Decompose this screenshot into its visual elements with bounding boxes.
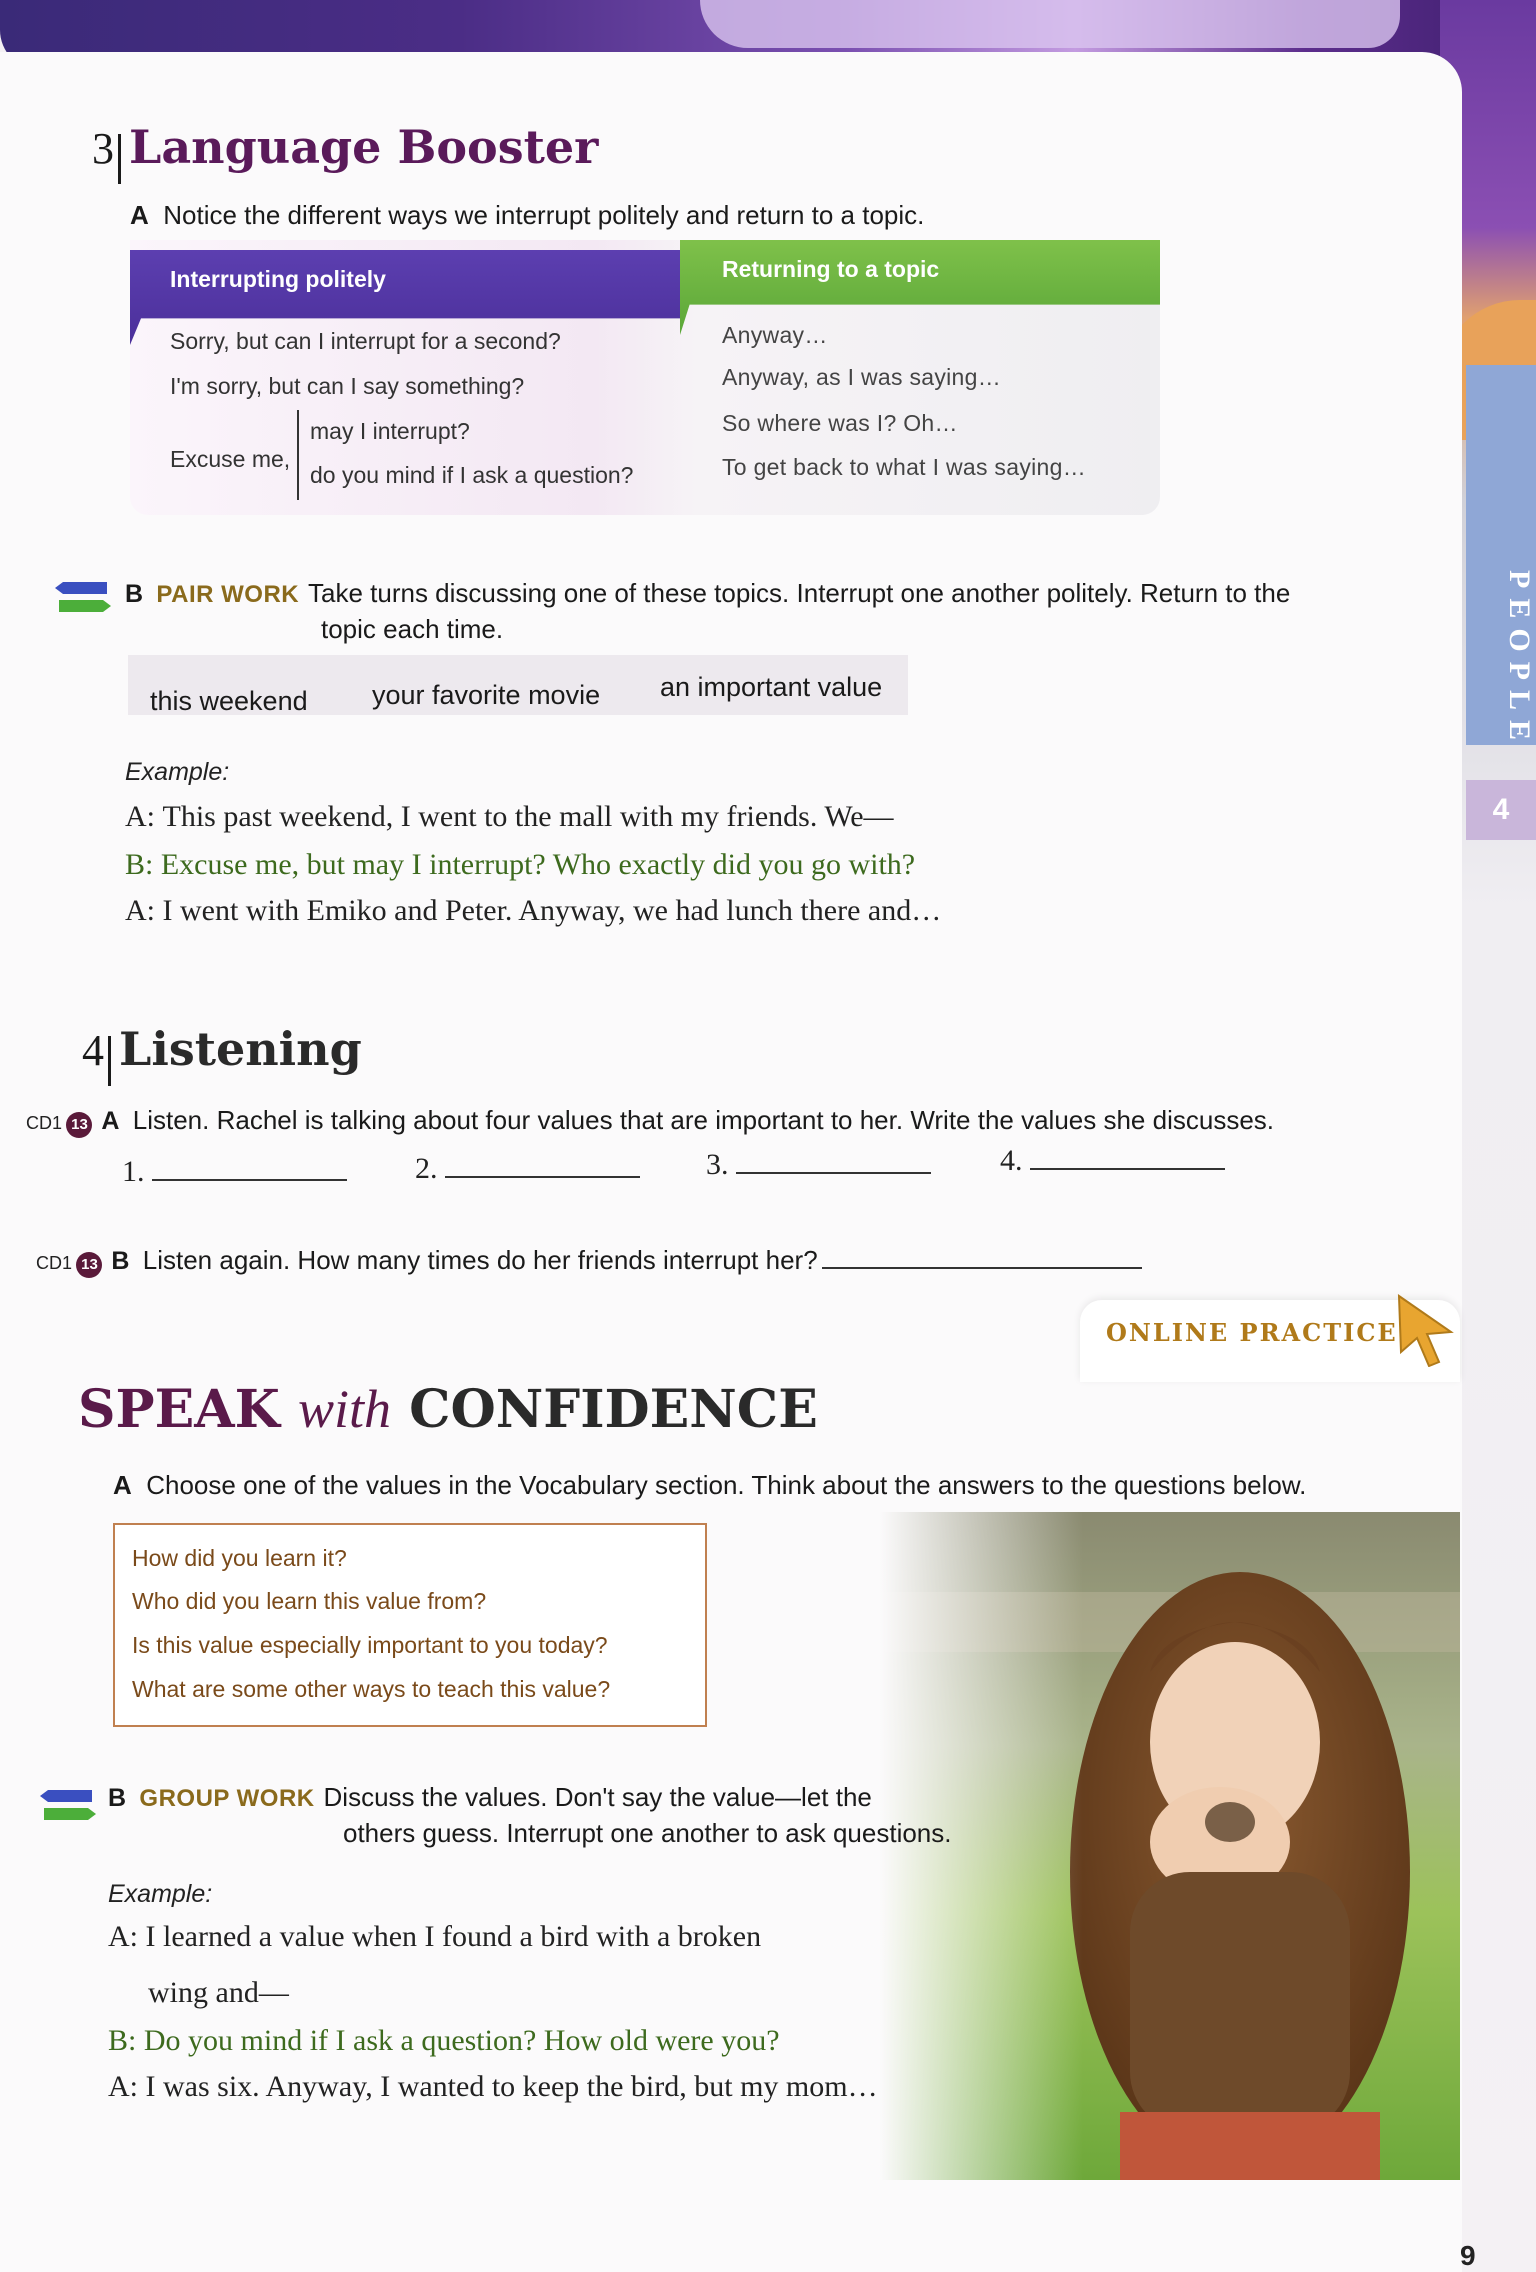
topic-item: your favorite movie bbox=[372, 680, 601, 710]
instruction-text: Choose one of the values in the Vocabulary section. Think about the answers to the questions below. bbox=[146, 1470, 1307, 1500]
section-number: 4 bbox=[82, 1026, 104, 1075]
item-letter: B bbox=[111, 1247, 130, 1275]
pair-work-icon bbox=[55, 580, 111, 616]
cd-label: CD1 bbox=[26, 1113, 63, 1133]
section3-b-instruction bbox=[125, 578, 1385, 609]
example-line: A: I went with Emiko and Peter. Anyway, we had lunch there and… bbox=[125, 894, 942, 927]
item-letter: B bbox=[108, 1784, 127, 1812]
col2-row: Anyway, as I was saying… bbox=[722, 364, 1002, 390]
instruction-text: Notice the different ways we interrupt politely and return to a topic. bbox=[163, 200, 925, 230]
example-line: A: I learned a value when I found a bird with a broken bbox=[108, 1920, 762, 1953]
speak-b-instruction bbox=[108, 1782, 1008, 1813]
cursor-arrow-icon bbox=[1395, 1292, 1455, 1367]
col2-row: So where was I? Oh… bbox=[722, 410, 958, 436]
col1-excuse-option: do you mind if I ask a question? bbox=[310, 462, 634, 488]
instruction-text: Listen. Rachel is talking about four values that are important to her. Write the values she discusses. bbox=[132, 1105, 1274, 1135]
col1-excuse-option: may I interrupt? bbox=[310, 418, 470, 444]
example-label: Example: bbox=[125, 758, 230, 786]
girl-with-bird-photo bbox=[880, 1512, 1460, 2180]
track-number: 13 bbox=[76, 1252, 102, 1278]
bracket-line bbox=[297, 410, 299, 500]
section4-b-instruction bbox=[36, 1245, 1236, 1278]
instruction-text: Take turns discussing one of these topics. Interrupt one another politely. Return to the bbox=[308, 578, 1291, 608]
instruction-text: Discuss the values. Don't say the value—let the bbox=[323, 1782, 872, 1812]
col1-header: Interrupting politely bbox=[170, 266, 386, 292]
instruction-text: Listen again. How many times do her friends interrupt her? bbox=[142, 1245, 818, 1275]
speak-heading bbox=[78, 1378, 818, 1440]
answer-blank[interactable]: 2. bbox=[415, 1152, 640, 1186]
question-item: Who did you learn this value from? bbox=[132, 1588, 487, 1614]
topic-item: this weekend bbox=[150, 686, 308, 716]
instruction-text-cont: others guess. Interrupt one another to ask questions. bbox=[343, 1818, 952, 1848]
answer-blank[interactable]: 4. bbox=[1000, 1144, 1225, 1178]
speak-title-part: with bbox=[297, 1379, 391, 1439]
col2-row: To get back to what I was saying… bbox=[722, 454, 1087, 480]
example-line: B: Excuse me, but may I interrupt? Who exactly did you go with? bbox=[125, 848, 916, 881]
top-decorative-wave-light bbox=[700, 0, 1400, 48]
pair-work-label: PAIR WORK bbox=[156, 581, 300, 608]
speak-title-part: SPEAK bbox=[78, 1379, 280, 1440]
page-number: 9 bbox=[1460, 2240, 1476, 2271]
section3-a-instruction bbox=[130, 200, 924, 231]
section3-heading bbox=[92, 120, 598, 184]
item-letter: A bbox=[130, 200, 149, 230]
col1-row: Sorry, but can I interrupt for a second? bbox=[170, 328, 561, 354]
section4-a-instruction bbox=[26, 1105, 1426, 1138]
col2-header: Returning to a topic bbox=[722, 256, 940, 282]
answer-blank[interactable] bbox=[822, 1263, 1142, 1269]
col2-row: Anyway… bbox=[722, 322, 828, 348]
col1-excuse-prefix: Excuse me, bbox=[170, 446, 291, 472]
answer-blank[interactable]: 1. bbox=[122, 1155, 347, 1189]
example-line: A: This past weekend, I went to the mall with my friends. We— bbox=[125, 800, 894, 833]
col1-row: I'm sorry, but can I say something? bbox=[170, 373, 525, 399]
track-number: 13 bbox=[66, 1112, 92, 1138]
section-title: Listening bbox=[119, 1022, 362, 1076]
answer-blank[interactable]: 3. bbox=[706, 1148, 931, 1182]
question-item: What are some other ways to teach this value? bbox=[132, 1676, 611, 1702]
example-line: B: Do you mind if I ask a question? How old were you? bbox=[108, 2024, 780, 2057]
section-title: Language Booster bbox=[129, 120, 599, 174]
question-item: Is this value especially important to you today? bbox=[132, 1632, 608, 1658]
online-practice-label[interactable]: ONLINE PRACTICE bbox=[1106, 1318, 1398, 1347]
item-letter: B bbox=[125, 580, 144, 608]
question-item: How did you learn it? bbox=[132, 1545, 347, 1571]
example-line-cont: wing and— bbox=[148, 1976, 289, 2009]
speak-a-instruction bbox=[113, 1470, 1443, 1501]
cd-label: CD1 bbox=[36, 1253, 73, 1273]
instruction-text-cont: topic each time. bbox=[321, 614, 504, 644]
section-number: 3 bbox=[92, 124, 114, 173]
item-letter: A bbox=[101, 1107, 120, 1135]
example-label: Example: bbox=[108, 1880, 213, 1908]
group-work-icon bbox=[40, 1788, 96, 1824]
group-work-label: GROUP WORK bbox=[139, 1785, 315, 1812]
unit-tab-label: PEOPLE bbox=[1503, 570, 1536, 751]
unit-tab-number: 4 bbox=[1466, 780, 1536, 840]
section4-heading bbox=[82, 1022, 362, 1086]
speak-title-part: CONFIDENCE bbox=[409, 1379, 818, 1440]
topic-item: an important value bbox=[660, 672, 883, 702]
example-line: A: I was six. Anyway, I wanted to keep the bird, but my mom… bbox=[108, 2070, 878, 2103]
item-letter: A bbox=[113, 1470, 132, 1500]
